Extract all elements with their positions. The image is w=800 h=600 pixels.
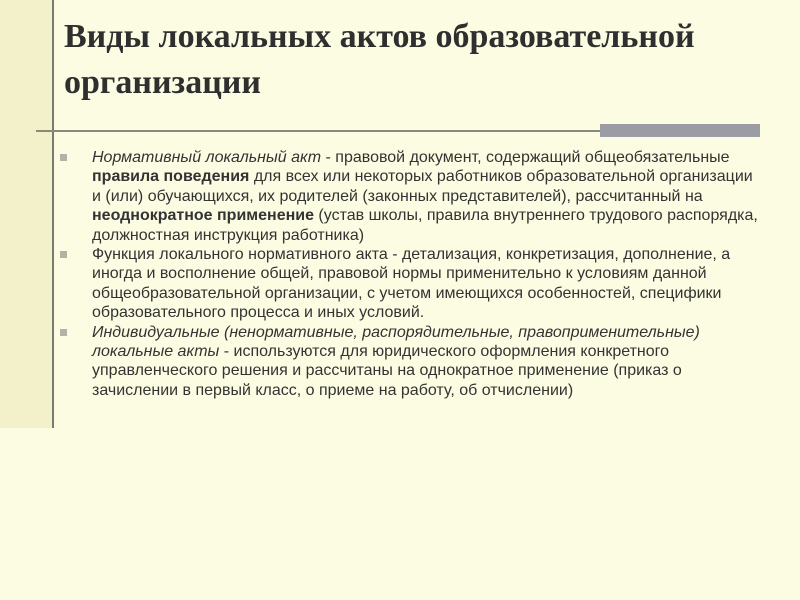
bullet-item <box>60 323 760 401</box>
bullet-marker <box>60 154 67 161</box>
bullet-item <box>60 245 760 323</box>
bullet-item <box>60 148 760 245</box>
title-underline <box>36 130 600 132</box>
slide-title: Виды локальных актов образовательной организации <box>64 18 695 101</box>
bullet-text-individual <box>92 324 700 399</box>
term-individual-acts: Индивидуальные (ненормативные, распорядительные, правоприменительные) локальные акты <box>92 323 700 361</box>
bullet-text-normative <box>92 149 758 244</box>
text-span: - используются для юридического оформления конкретного управленческого решения и рассчитаны на однократное применение (приказ о зачислении в первый класс, о приеме на работу, об отчислении) <box>92 343 682 399</box>
text-span: - правовой документ, содержащий общеобязательные <box>321 149 730 166</box>
side-panel <box>0 0 52 428</box>
bullet-marker <box>60 329 67 336</box>
term-repeated-application: неоднократное применение <box>92 207 314 225</box>
side-divider <box>52 0 54 428</box>
text-span: (устав школы, правила внутреннего трудового распорядка, должностная инструкция работника) <box>92 207 758 244</box>
term-normative-act: Нормативный локальный акт <box>92 149 322 166</box>
bullet-list <box>60 148 760 400</box>
bullet-text-function: Функция локального нормативного акта - детализация, конкретизация, дополнение, а иногда и восполнение общей, правовой нормы применительно к условиям данной общеобразовательной организации, с учетом имеющихся особенностей, специфики образовательного процесса и иных условий. <box>92 246 731 322</box>
bullet-marker <box>60 251 67 258</box>
title-underline-accent <box>600 124 760 137</box>
text-span: для всех или некоторых работников образовательной организации и (или) обучающихся, их родителей (законных представителей), рассчитанный на <box>92 168 753 205</box>
term-rules-of-conduct: правила поведения <box>92 168 250 186</box>
